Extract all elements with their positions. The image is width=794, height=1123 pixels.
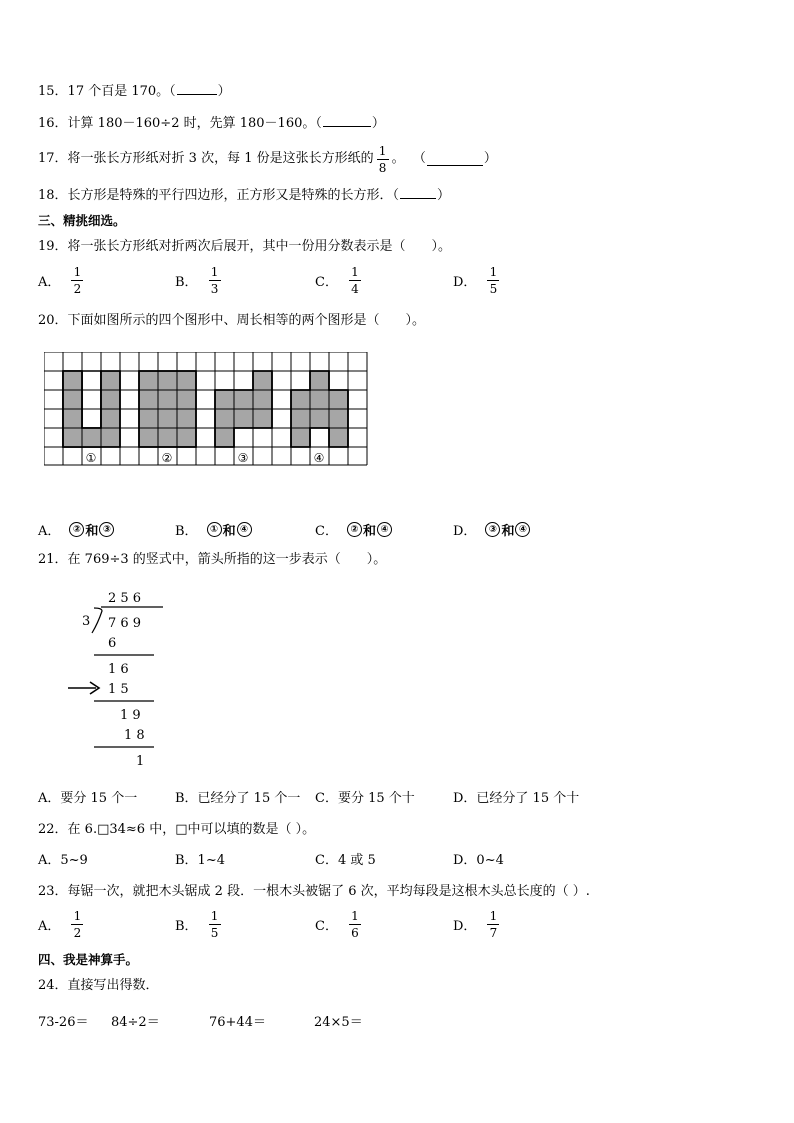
- question-24-text: 24．直接写出得数．: [38, 978, 159, 993]
- question-22-text: 22．在 6.□34≈6 中，□中可以填的数是（ ）。: [38, 822, 316, 837]
- grid-figure: [44, 352, 368, 466]
- fraction: $\frac{1}{5}$: [487, 266, 499, 295]
- question-15: 15．17 个百是 170。（ ）: [38, 84, 231, 99]
- question-18: 18．长方形是特殊的平行四边形，正方形又是特殊的长方形．（ ）: [38, 188, 451, 203]
- option-a[interactable]: A．5~9: [38, 853, 88, 868]
- option-a[interactable]: A． ② 和 ③: [38, 520, 115, 539]
- section-3-heading: 三、精挑细选。: [38, 213, 126, 228]
- option-a[interactable]: A． $\frac{1}{2}$: [38, 910, 86, 939]
- option-b[interactable]: B．已经分了 15 个一: [175, 791, 301, 806]
- fraction: $\frac{1}{2}$: [71, 910, 83, 939]
- option-c[interactable]: C．要分 15 个十: [315, 791, 415, 806]
- question-18-text: 18．长方形是特殊的平行四边形，正方形又是特殊的长方形．（: [38, 188, 400, 203]
- step-4: 1 9: [120, 708, 141, 723]
- step-2: 1 6: [108, 662, 129, 677]
- fraction: $\frac{1}{3}$: [209, 266, 221, 295]
- option-a[interactable]: A．要分 15 个一: [38, 791, 138, 806]
- fraction: $\frac{1}{8}$: [377, 145, 389, 174]
- question-19-text: 19．将一张长方形纸对折两次后展开，其中一份用分数表示是（ ）。: [38, 239, 452, 254]
- calc-item: 84÷2＝: [111, 1015, 160, 1030]
- fraction: $\frac{1}{7}$: [487, 910, 499, 939]
- calc-item: 24×5＝: [314, 1015, 363, 1030]
- step-1: 6: [108, 636, 117, 651]
- calc-item: 73-26＝: [38, 1015, 89, 1030]
- option-c[interactable]: C．4 或 5: [315, 853, 376, 868]
- fraction: $\frac{1}{4}$: [349, 266, 361, 295]
- divisor: 3: [82, 614, 91, 629]
- option-d[interactable]: D．0~4: [453, 853, 504, 868]
- figure-label-3: ③: [237, 451, 249, 465]
- fraction: $\frac{1}{6}$: [349, 910, 361, 939]
- step-5: 1 8: [124, 728, 145, 743]
- option-c[interactable]: C． $\frac{1}{6}$: [315, 910, 364, 939]
- question-20-text: 20．下面如图所示的四个图形中、周长相等的两个图形是（ ）。: [38, 313, 426, 328]
- fraction: $\frac{1}{5}$: [209, 910, 221, 939]
- question-17-text: 17．将一张长方形纸对折 3 次，每 1 份是这张长方形纸的: [38, 151, 374, 166]
- calc-item: 76+44＝: [209, 1015, 266, 1030]
- question-16-text: 16．计算 180－160÷2 时，先算 180－160。（: [38, 116, 322, 131]
- answer-blank[interactable]: [177, 82, 217, 95]
- option-d[interactable]: D． $\frac{1}{7}$: [453, 910, 502, 939]
- question-15-text: 15．17 个百是 170。（: [38, 84, 176, 99]
- division-bracket: [92, 608, 102, 633]
- answer-blank[interactable]: [427, 153, 483, 166]
- option-b[interactable]: B． $\frac{1}{5}$: [175, 910, 224, 939]
- section-4-heading: 四、我是神算手。: [38, 952, 139, 967]
- question-23-text: 23．每锯一次，就把木头锯成 2 段．一根木头被锯了 6 次，平均每段是这根木头总长度的（ ）.: [38, 884, 590, 899]
- option-b[interactable]: B． $\frac{1}{3}$: [175, 266, 224, 295]
- step-6: 1: [136, 754, 145, 769]
- question-17: 17．将一张长方形纸对折 3 次，每 1 份是这张长方形纸的 $\frac{1}{8}$ 。 （ ）: [38, 143, 497, 175]
- option-d[interactable]: D．已经分了 15 个十: [453, 791, 580, 806]
- dividend: 7 6 9: [108, 616, 142, 631]
- option-c[interactable]: C． ② 和 ④: [315, 520, 393, 539]
- step-3: 1 5: [108, 682, 129, 697]
- option-d[interactable]: D． $\frac{1}{5}$: [453, 266, 502, 295]
- option-b[interactable]: B． ① 和 ④: [175, 520, 253, 539]
- quotient: 2 5 6: [108, 591, 142, 606]
- option-c[interactable]: C． $\frac{1}{4}$: [315, 266, 364, 295]
- figure-label-4: ④: [313, 451, 325, 465]
- option-b[interactable]: B．1~4: [175, 853, 225, 868]
- option-d[interactable]: D． ③ 和 ④: [453, 520, 531, 539]
- question-16: 16．计算 180－160÷2 时，先算 180－160。（ ）: [38, 116, 385, 131]
- answer-blank[interactable]: [400, 186, 436, 199]
- fraction: $\frac{1}{2}$: [71, 266, 83, 295]
- figure-label-2: ②: [161, 451, 173, 465]
- option-a[interactable]: A． $\frac{1}{2}$: [38, 266, 86, 295]
- figure-label-1: ①: [85, 451, 97, 465]
- answer-blank[interactable]: [323, 114, 371, 127]
- long-division: [66, 585, 176, 770]
- question-21-text: 21．在 769÷3 的竖式中，箭头所指的这一步表示（ ）。: [38, 552, 387, 567]
- grid-lines: [44, 352, 367, 465]
